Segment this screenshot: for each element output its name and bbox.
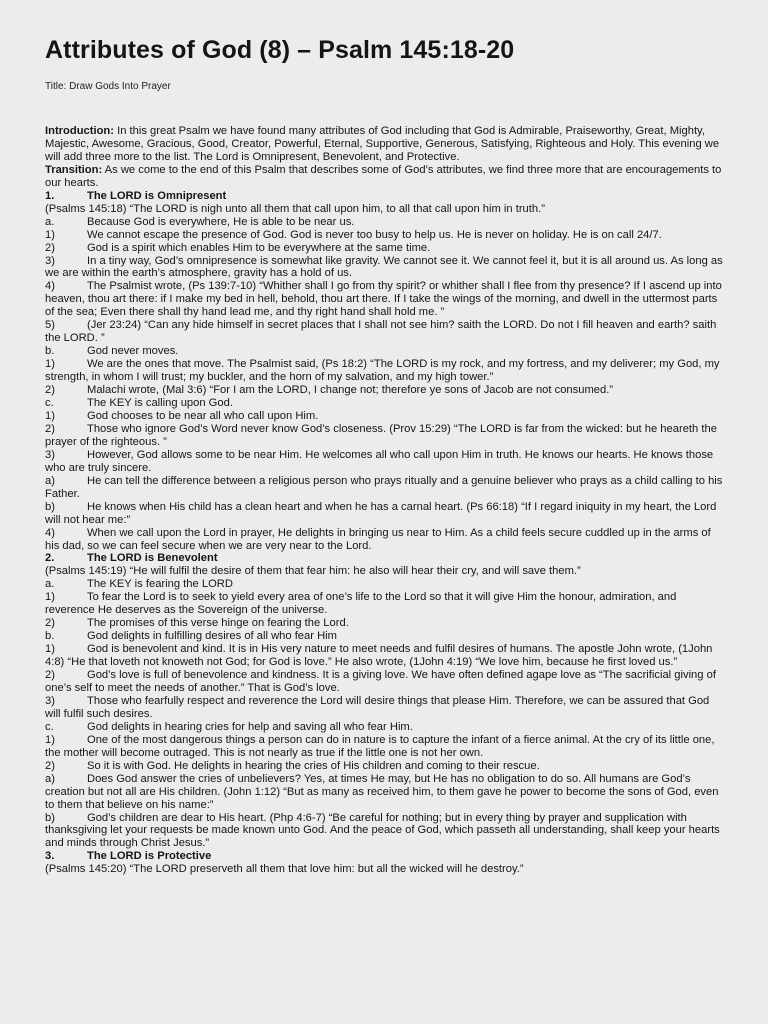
outline-line [45, 565, 725, 578]
section-heading [45, 552, 725, 565]
outline-marker: 5) [45, 319, 55, 332]
outline-marker: 2) [45, 384, 55, 397]
outline-marker: 3. [45, 850, 55, 863]
outline-marker: 3) [45, 254, 55, 267]
outline-text: God’s children are dear to His heart. (Php 4:6-7) “Be careful for nothing; but in every thing by prayer and supplication with thanksgiving let your requests be made known unto God. And the peace of God, which passeth all understanding, shall keep your hearts and minds through Christ Jesus.” [45, 811, 720, 850]
outline-line [45, 578, 725, 591]
document-subtitle: Title: Draw Gods Into Prayer [45, 81, 171, 92]
outline-text: When we call upon the Lord in prayer, He delights in bringing us near to Him. As a child feels secure cuddled up in the arms of his dad, so we can feel secure when we are very near to the Lord. [45, 526, 711, 552]
outline-text: God never moves. [87, 345, 179, 358]
outline-line [45, 397, 725, 410]
outline-marker: 1. [45, 189, 55, 202]
outline-text: However, God allows some to be near Him. He welcomes all who call upon Him in truth. He knows our hearts. He knows those who are truly sincere. [45, 448, 714, 474]
outline-text: God chooses to be near all who call upon Him. [87, 409, 319, 422]
outline-line [45, 449, 725, 475]
outline-marker: 1) [45, 358, 55, 371]
outline-marker: 1) [45, 733, 55, 746]
outline-marker: 1) [45, 591, 55, 604]
outline-text: God delights in hearing cries for help and saving all who fear Him. [87, 720, 413, 733]
outline-line [45, 280, 725, 319]
outline-line [45, 812, 725, 851]
transition-text: As we come to the end of this Psalm that describes some of God’s attributes, we find three more that are encouragements to our hearts. [45, 163, 722, 189]
outline-marker: b. [45, 630, 55, 643]
outline-text: Malachi wrote, (Mal 3:6) “For I am the LORD, I change not; therefore ye sons of Jacob are not consumed.” [87, 384, 614, 397]
outline-line [45, 242, 725, 255]
outline-marker: 2) [45, 422, 55, 435]
outline-text: Because God is everywhere, He is able to be near us. [87, 215, 355, 228]
outline-text: He can tell the difference between a religious person who prays ritually and a genuine believer who prays as a child calling to his Father. [45, 474, 723, 500]
outline-text: The promises of this verse hinge on fearing the Lord. [87, 617, 349, 630]
outline-marker: 2. [45, 552, 55, 565]
outline-line [45, 863, 725, 876]
section-heading [45, 190, 725, 203]
outline-lines [45, 190, 725, 877]
outline-marker: 1) [45, 228, 55, 241]
outline-marker: a) [45, 474, 55, 487]
outline-text: Those who fearfully respect and reverence the Lord will desire things that please Him. Therefore, we can be assured that God will fulfil such desires. [45, 694, 710, 720]
outline-text: (Psalms 145:18) “The LORD is nigh unto all them that call upon him, to all that call upon him in truth.” [45, 202, 545, 215]
outline-line [45, 345, 725, 358]
outline-text: He knows when His child has a clean heart and when he has a carnal heart. (Ps 66:18) “If I regard iniquity in my heart, the Lord will not hear me:” [45, 500, 717, 526]
document-body [45, 125, 725, 876]
outline-text: To fear the Lord is to seek to yield every area of one’s life to the Lord so that it will give Him the honour, admiration, and reverence He deserves as the Sovereign of the universe. [45, 591, 677, 617]
outline-line [45, 319, 725, 345]
outline-marker: c. [45, 397, 54, 410]
outline-line [45, 734, 725, 760]
section-heading [45, 850, 725, 863]
outline-line [45, 255, 725, 281]
outline-line [45, 475, 725, 501]
outline-marker: a. [45, 578, 55, 591]
outline-line [45, 358, 725, 384]
outline-text: (Psalms 145:20) “The LORD preserveth all them that love him: but all the wicked will he destroy.” [45, 863, 524, 876]
outline-line [45, 423, 725, 449]
outline-line [45, 501, 725, 527]
outline-text: Those who ignore God’s Word never know God’s closeness. (Prov 15:29) “The LORD is far from the wicked: but he heareth the prayer of the righteous. ” [45, 422, 717, 448]
outline-marker: 2) [45, 669, 55, 682]
outline-text: Does God answer the cries of unbelievers? Yes, at times He may, but He has no obligation to do so. All humans are God’s creation but not all are His children. (John 1:12) “But as many as received him, to them gave he power to become the sons of God, even to them that believe on his name:” [45, 772, 719, 811]
introduction-text: In this great Psalm we have found many attributes of God including that God is Admirable, Praiseworthy, Great, Mighty, Majestic, Awesome, Gracious, Good, Creator, Powerful, Eternal, Supportive, Generous, Satisfying, Righteous and Holy. This evening we will add three more to the list. The Lord is Omnipresent, Benevolent, and Protective. [45, 125, 720, 163]
outline-line [45, 721, 725, 734]
outline-line [45, 527, 725, 553]
outline-line [45, 643, 725, 669]
section-heading-text: The LORD is Omnipresent [87, 189, 227, 202]
outline-marker: 4) [45, 526, 55, 539]
outline-line [45, 760, 725, 773]
transition-paragraph [45, 164, 725, 190]
outline-line [45, 229, 725, 242]
outline-line [45, 695, 725, 721]
outline-marker: 4) [45, 280, 55, 293]
outline-marker: 1) [45, 409, 55, 422]
transition-label: Transition: [45, 163, 103, 176]
outline-marker: 1) [45, 643, 55, 656]
outline-marker: c. [45, 720, 54, 733]
outline-line [45, 203, 725, 216]
section-heading-text: The LORD is Benevolent [87, 552, 218, 565]
outline-text: God delights in fulfilling desires of all who fear Him [87, 630, 337, 643]
outline-text: God’s love is full of benevolence and kindness. It is a giving love. We have often defined agape love as “The sacrificial giving of one’s self to meet the needs of another.” That is God’s love. [45, 669, 716, 694]
outline-text: (Psalms 145:19) “He will fulfil the desire of them that fear him: he also will hear their cry, and will save them.” [45, 565, 581, 578]
outline-text: One of the most dangerous things a person can do in nature is to capture the infant of a fierce animal. At the cry of its little one, the mother will become outraged. This is not nearly as true if the little one is not her own. [45, 733, 715, 759]
outline-line [45, 617, 725, 630]
outline-text: The KEY is calling upon God. [87, 397, 233, 410]
outline-text: So it is with God. He delights in hearing the cries of His children and coming to their rescue. [87, 759, 540, 772]
outline-text: God is benevolent and kind. It is in His very nature to meet needs and fulfil desires of humans. The apostle John wrote, (1John 4:8) “He that loveth not knoweth not God; for God is love.” He also wrote, (1John 4:19) “We love him, because he first loved us.” [45, 643, 713, 669]
section-heading-text: The LORD is Protective [87, 850, 212, 863]
introduction-label: Introduction: [45, 125, 114, 137]
outline-marker: b) [45, 811, 55, 824]
outline-text: God is a spirit which enables Him to be everywhere at the same time. [87, 241, 431, 254]
outline-marker: a) [45, 772, 55, 785]
outline-line [45, 216, 725, 229]
outline-line [45, 384, 725, 397]
document-title: Attributes of God (8) – Psalm 145:18-20 [45, 36, 515, 64]
introduction-paragraph [45, 125, 725, 164]
outline-marker: b) [45, 500, 55, 513]
outline-text: The KEY is fearing the LORD [87, 578, 233, 591]
outline-text: (Jer 23:24) “Can any hide himself in secret places that I shall not see him? saith the LORD. Do not I fill heaven and earth? saith the LORD. ” [45, 319, 717, 345]
outline-marker: a. [45, 215, 55, 228]
outline-line [45, 669, 725, 695]
outline-marker: 2) [45, 759, 55, 772]
outline-text: The Psalmist wrote, (Ps 139:7-10) “Whither shall I go from thy spirit? or whither shall I flee from thy presence? If I ascend up into heaven, thou art there: if I make my bed in hell, behold, thou art there. If I take the wings of the morning, and dwell in the uttermost parts of the sea; Even there shall thy hand lead me, and thy right hand shall hold me. ” [45, 280, 722, 319]
outline-marker: 2) [45, 241, 55, 254]
outline-marker: 3) [45, 448, 55, 461]
outline-line [45, 630, 725, 643]
outline-line [45, 410, 725, 423]
outline-line [45, 591, 725, 617]
outline-marker: 2) [45, 617, 55, 630]
outline-text: We cannot escape the presence of God. God is never too busy to help us. He is never on holiday. He is on call 24/7. [87, 228, 662, 241]
outline-text: We are the ones that move. The Psalmist said, (Ps 18:2) “The LORD is my rock, and my fortress, and my deliverer; my God, my strength, in whom I will trust; my buckler, and the horn of my salvation, and my high tower.” [45, 358, 720, 384]
outline-line [45, 773, 725, 812]
outline-marker: b. [45, 345, 55, 358]
outline-text: In a tiny way, God’s omnipresence is somewhat like gravity. We cannot see it. We cannot feel it, but it is all around us. As long as we are within the earth’s atmosphere, gravity has a hold of us. [45, 254, 723, 280]
outline-marker: 3) [45, 694, 55, 707]
